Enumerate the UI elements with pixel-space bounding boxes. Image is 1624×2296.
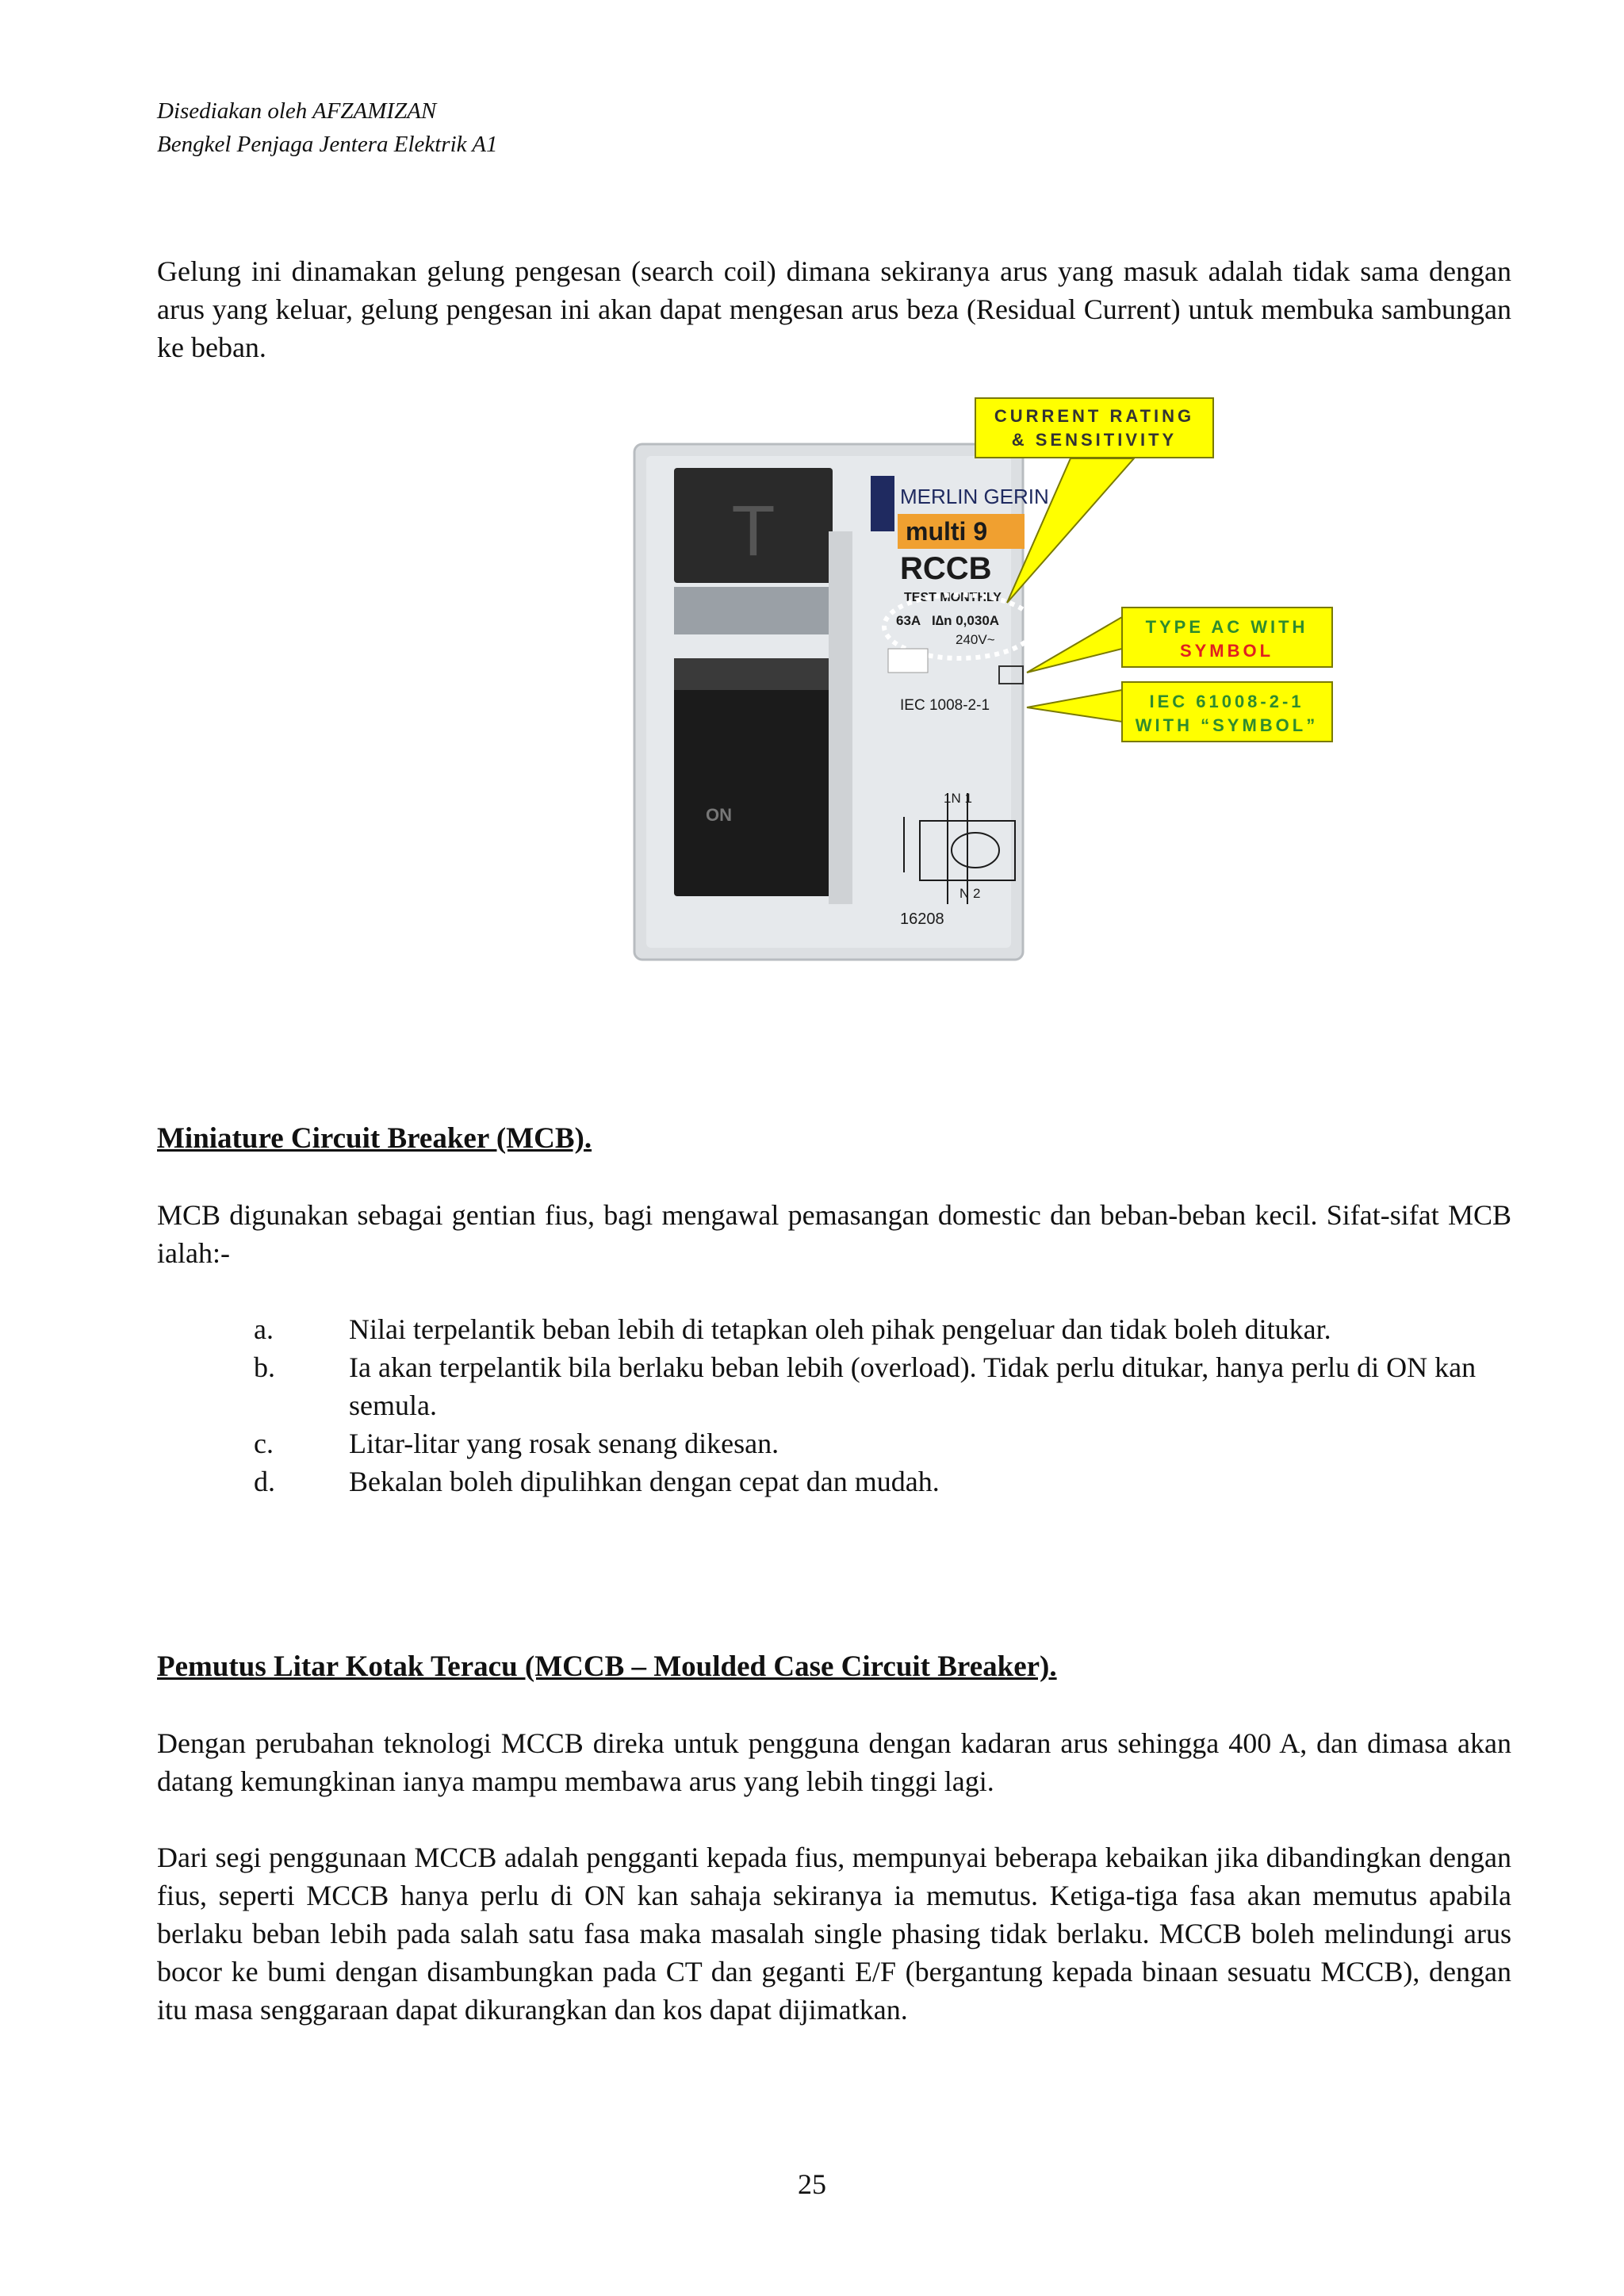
intro-paragraph: Gelung ini dinamakan gelung pengesan (search coil) dimana sekiranya arus yang masuk adalah tidak sama dengan arus yang keluar, gelung pengesan ini akan dapat mengesan arus beza (Residual Current) untuk membuka sambungan ke beban. [157,255,1511,363]
standard-label: IEC 1008-2-1 [900,697,990,714]
list-item-text: Ia akan terpelantik bila berlaku beban lebih (overload). Tidak perlu ditukar, hanya perlu di ON kan semula. [349,1351,1477,1421]
page-number: 25 [798,2168,826,2200]
voltage-label: 240V~ [956,632,995,647]
list-item-text: Bekalan boleh dipulihkan dengan cepat dan mudah. [349,1466,940,1497]
type-label: RCCB [900,551,992,586]
mcb-paragraph: MCB digunakan sebagai gentian fius, bagi mengawal pemasangan domestic dan beban-beban kecil. Sifat-sifat MCB ialah:- [157,1199,1511,1269]
callout-iec-pointer [1027,690,1122,722]
callout-iec-line2: WITH “SYMBOL” [1135,715,1319,735]
callout-type-ac-line1: TYPE AC WITH [1145,617,1308,637]
list-item-letter: b. [254,1351,275,1383]
sensitivity-label: I∆n 0,030A [932,613,1000,628]
callout-current-rating-line1: CURRENT RATING [994,406,1195,426]
brand-label: MERLIN GERIN [900,485,1049,508]
terminals-bottom: N 2 [959,886,981,901]
header-author: Disediakan oleh AFZAMIZAN [157,98,437,124]
indicator-window [888,649,928,673]
rccb-figure [626,397,1340,968]
on-label: ON [706,805,732,825]
terminals-top: 1N 1 [944,791,972,806]
header-workshop: Bengkel Penjaga Jentera Elektrik A1 [157,132,498,157]
mccb-paragraph-2: Dari segi penggunaan MCCB adalah pengganti kepada fius, mempunyai beberapa kebaikan jika dibandingkan dengan fius, seperti MCCB hanya perlu di ON kan sahaja sekiranya ia memutus. Ketiga-tiga fasa akan memutus apabila berlaku beban lebih pada salah satu fasa maka masalah single phasing tidak berlaku. MCCB boleh melindungi arus bocor ke bumi dengan disambungkan pada CT dan geganti E/F (bergantung kepada binaan sesuatu MCCB), dengan itu masa senggaraan dapat dikurangkan dan kos dapat dijimatkan. [157,1842,1511,2026]
mccb-paragraph-1: Dengan perubahan teknologi MCCB direka untuk pengguna dengan kadaran arus sehingga 400 A, dan dimasa akan datang kemungkinan ianya mampu membawa arus yang lebih tinggi lagi. [157,1727,1511,1797]
rating-label: 63A [896,613,921,628]
toggle-handle [674,658,833,896]
mg-logo [871,476,894,531]
list-item-letter: d. [254,1466,275,1497]
callout-type-ac-pointer [1027,617,1122,673]
list-item-letter: a. [254,1313,274,1345]
callout-iec-line1: IEC 61008-2-1 [1149,692,1304,711]
mcb-heading: Miniature Circuit Breaker (MCB). [157,1122,592,1155]
callout-type-ac-line2: SYMBOL [1179,641,1274,661]
test-monthly-label: TEST MONTHLY [904,591,1002,604]
list-item-text: Nilai terpelantik beban lebih di tetapkan oleh pihak pengeluar dan tidak boleh ditukar. [349,1313,1331,1345]
callout-current-rating-pointer [1007,458,1134,603]
callout-current-rating-line2: & SENSITIVITY [1011,430,1178,450]
series-label: multi 9 [906,517,988,546]
list-item-text: Litar-litar yang rosak senang dikesan. [349,1428,779,1459]
list-item-letter: c. [254,1428,274,1459]
part-number: 16208 [900,910,944,928]
mccb-heading: Pemutus Litar Kotak Teracu (MCCB – Moulded Case Circuit Breaker). [157,1650,1057,1683]
test-letter: T [731,492,776,571]
